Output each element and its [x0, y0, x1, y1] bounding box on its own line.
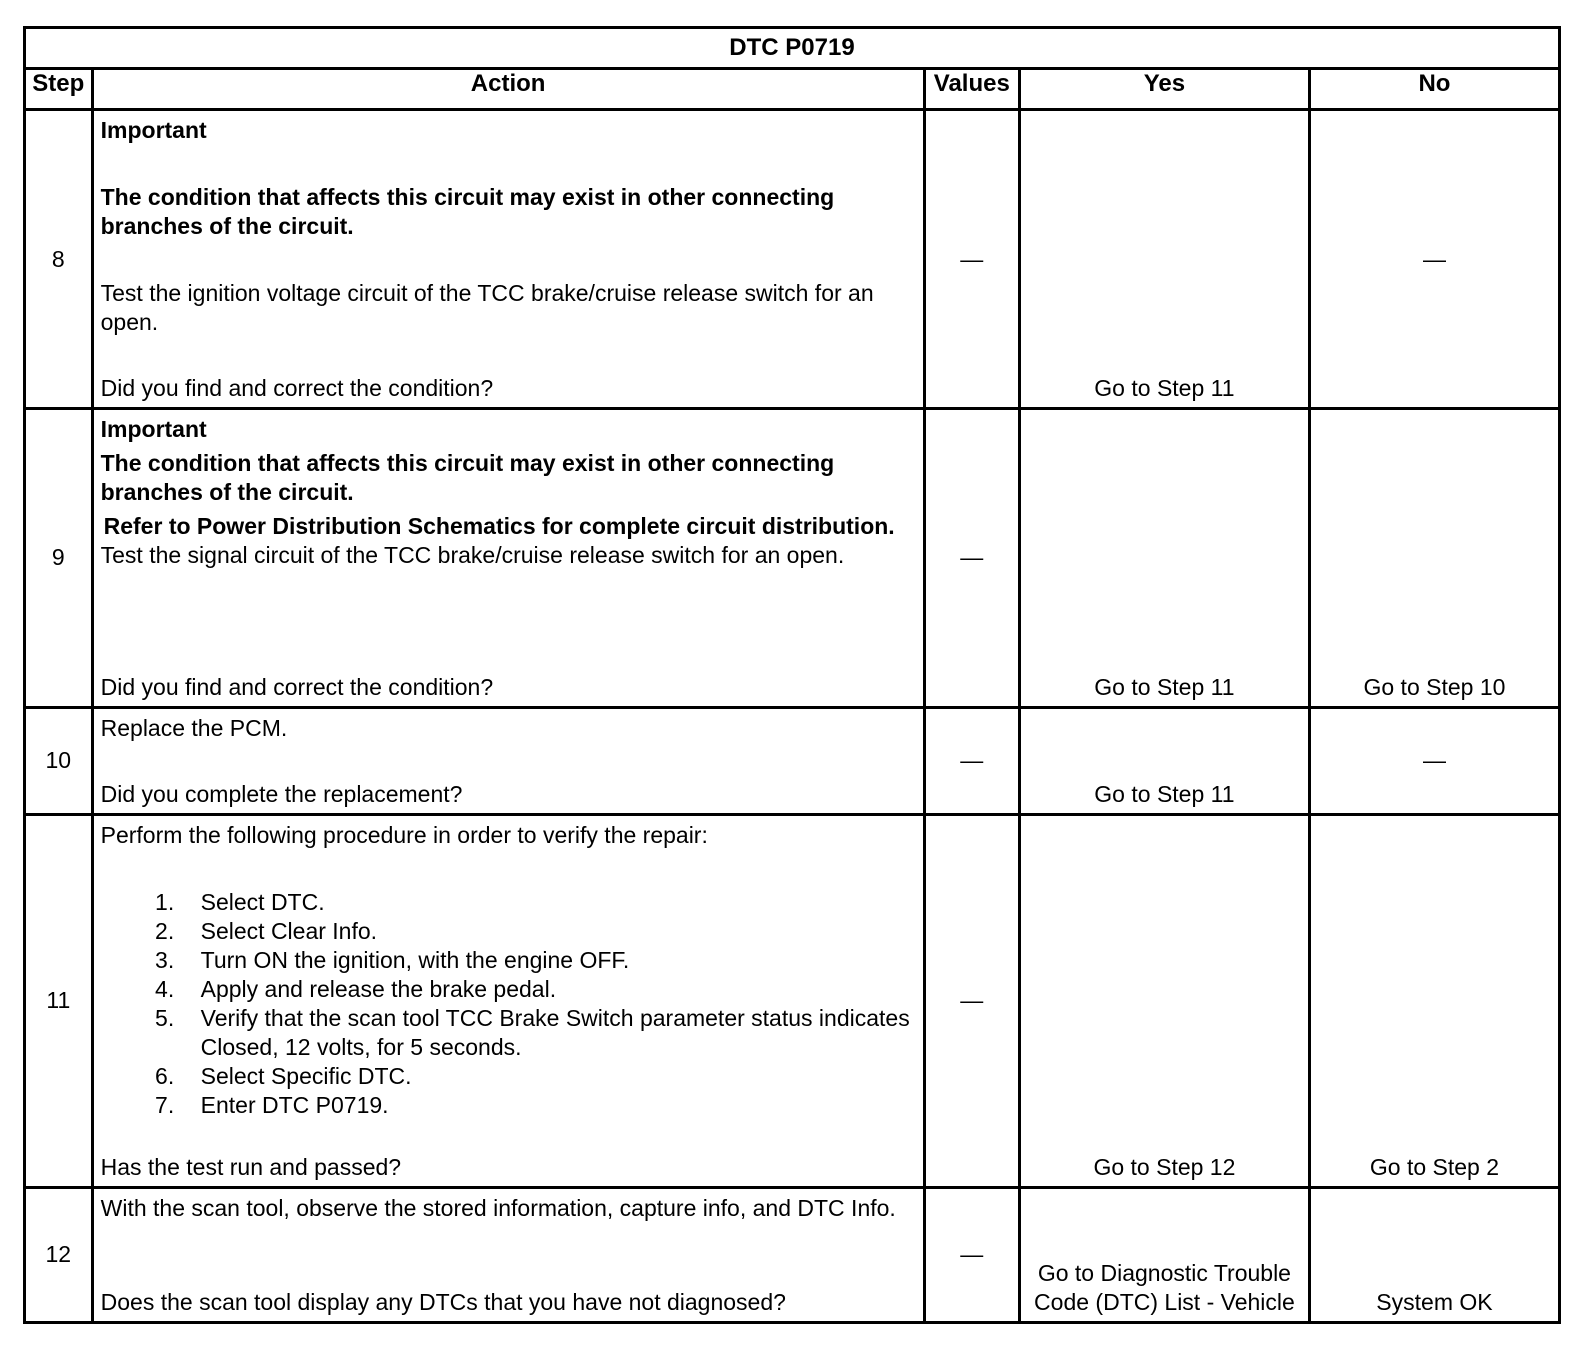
action-cell: [92, 408, 924, 707]
action-text: With the scan tool, observe the stored information, capture info, and DTC Info.: [100, 1194, 896, 1221]
procedure-list: [101, 888, 917, 1120]
procedure-step: 5. Verify that the scan tool TCC Brake Switch parameter status indicates Closed, 12 volts, for 5 seconds.: [181, 1004, 917, 1062]
table-row: [25, 707, 1560, 814]
header-yes: Yes: [1019, 69, 1309, 110]
no-cell: System OK: [1309, 1187, 1559, 1322]
table-row: [25, 814, 1560, 1187]
yes-cell: Go to Step 11: [1019, 707, 1309, 814]
important-label: Important: [100, 117, 207, 144]
step-number: 10: [25, 707, 93, 814]
yes-cell: Go to Step 12: [1019, 814, 1309, 1187]
action-text: Replace the PCM.: [100, 714, 288, 741]
values-cell: —: [924, 707, 1019, 814]
values-cell: —: [924, 110, 1019, 409]
header-no: No: [1309, 69, 1559, 110]
action-cell: [92, 110, 924, 409]
procedure-step: 6. Select Specific DTC.: [181, 1062, 917, 1091]
step-number: 9: [25, 408, 93, 707]
action-question: Has the test run and passed?: [100, 1153, 402, 1180]
dtc-table: [23, 26, 1561, 1324]
action-question: Did you find and correct the condition?: [100, 673, 494, 700]
header-values: Values: [924, 69, 1019, 110]
action-cell: [92, 707, 924, 814]
action-question: Did you complete the replacement?: [100, 780, 463, 807]
header-action: Action: [92, 69, 924, 110]
values-cell: —: [924, 814, 1019, 1187]
important-note-2: Refer to Power Distribution Schematics for complete circuit distribution.: [103, 512, 895, 539]
header-step: Step: [25, 69, 93, 110]
yes-cell: Go to Diagnostic Trouble Code (DTC) List - Vehicle: [1019, 1187, 1309, 1322]
important-note: The condition that affects this circuit may exist in other connecting branches of the circuit.: [100, 184, 835, 240]
action-cell: [92, 1187, 924, 1322]
procedure-step: 3. Turn ON the ignition, with the engine OFF.: [181, 946, 917, 975]
procedure-step: 7. Enter DTC P0719.: [181, 1091, 917, 1120]
table-row: [25, 110, 1560, 409]
important-note: The condition that affects this circuit may exist in other connecting branches of the circuit.: [100, 449, 835, 505]
table-row: [25, 408, 1560, 707]
header-row: [25, 69, 1560, 110]
yes-cell: Go to Step 11: [1019, 110, 1309, 409]
action-text: Test the ignition voltage circuit of the TCC brake/cruise release switch for an open.: [100, 280, 874, 336]
action-text: Perform the following procedure in order to verify the repair:: [100, 821, 708, 848]
table-row: [25, 1187, 1560, 1322]
values-cell: —: [924, 408, 1019, 707]
important-label: Important: [100, 415, 207, 442]
action-text: Test the signal circuit of the TCC brake/cruise release switch for an open.: [100, 541, 845, 568]
no-cell: Go to Step 10: [1309, 408, 1559, 707]
procedure-step: 2. Select Clear Info.: [181, 917, 917, 946]
no-cell: —: [1309, 707, 1559, 814]
no-cell: Go to Step 2: [1309, 814, 1559, 1187]
action-question: Did you find and correct the condition?: [100, 374, 494, 401]
procedure-step: 4. Apply and release the brake pedal.: [181, 975, 917, 1004]
step-number: 8: [25, 110, 93, 409]
no-cell: —: [1309, 110, 1559, 409]
yes-cell: Go to Step 11: [1019, 408, 1309, 707]
values-cell: —: [924, 1187, 1019, 1322]
table-title: DTC P0719: [25, 28, 1560, 69]
action-cell: [92, 814, 924, 1187]
action-question: Does the scan tool display any DTCs that you have not diagnosed?: [100, 1289, 786, 1315]
step-number: 12: [25, 1187, 93, 1322]
step-number: 11: [25, 814, 93, 1187]
procedure-step: 1. Select DTC.: [181, 888, 917, 917]
